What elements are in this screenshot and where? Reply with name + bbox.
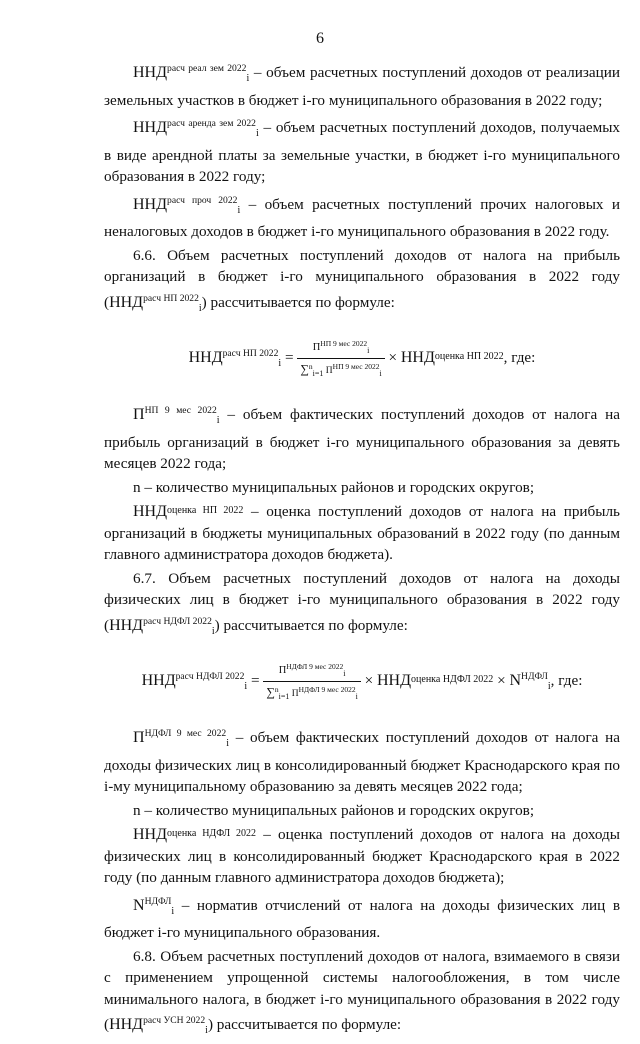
formula-lhs: $ННД^{расч НП 2022}_i$ — [188, 347, 282, 369]
formula-norm: $N^{НДФЛ}_i$ — [509, 670, 551, 692]
definition-other-income: $ННД^{расч проч 2022}_i$ – объем расчетных поступлений прочих налоговых и неналоговых доходов в бюджет i-го муниципального образования в 2022 году. — [104, 194, 620, 240]
symbol-p: $П^{НДФЛ 9 мес 2022}_i$ — [133, 728, 229, 749]
symbol-p: $П^{НП 9 мес 2022}_i$ — [133, 405, 220, 426]
formula-rhs: ННДоценка НП 2022 — [400, 348, 504, 366]
symbol-nnd: $ННД^{расч НДФЛ 2022}_i$ — [109, 615, 215, 637]
symbol-nnd: $ННД^{расч проч 2022}_i$ — [133, 194, 241, 216]
fraction-denominator: ∑$^n_{i=1}$ $П^{НДФЛ 9 мес 2022}_i$ — [266, 685, 358, 701]
formula-fraction — [263, 660, 360, 703]
definition-profit-estimate: ННДоценка НП 2022 – оценка поступлений доходов от налога на прибыль организаций в бюджеты муниципальных образований в 2022 году (по данным главного администратора доходов бюджета). — [104, 503, 620, 563]
symbol-n: $N^{НДФЛ}_i$ — [133, 895, 175, 917]
formula-middle: ННДоценка НДФЛ 2022 — [377, 671, 494, 689]
document-body — [104, 58, 620, 1044]
definition-land-rent: $ННД^{расч аренда зем 2022}_i$ – объем расчетных поступлений доходов, получаемых в виде арендной платы за земельные участки, в бюджет i-го муниципального образования в 2022 году; — [104, 118, 620, 185]
page-number: 6 — [316, 30, 324, 47]
formula-where: , где: — [503, 348, 536, 366]
symbol-nnd: $ННД^{расч НП 2022}_i$ — [109, 292, 202, 314]
symbol-nnd: ННДоценка НДФЛ 2022 — [133, 826, 257, 843]
definition-ndfl-estimate: ННДоценка НДФЛ 2022 – оценка поступлений доходов от налога на доходы физических лиц в консолидированный бюджет Краснодарского края в 2022 году (по данным главного администратора доходов бюджета); — [104, 826, 620, 886]
symbol-nnd: $ННД^{расч реал зем 2022}_i$ — [133, 63, 250, 84]
definition-n: n – количество муниципальных районов и городских округов; — [133, 801, 535, 819]
definition-profit-actual: $П^{НП 9 мес 2022}_i$ – объем фактических поступлений доходов от налога на прибыль организаций в бюджет i-го муниципального образования за девять месяцев 2022 года; — [104, 405, 620, 472]
symbol-nnd: $ННД^{расч аренда зем 2022}_i$ — [133, 118, 259, 139]
section-6-7: 6.7. Объем расчетных поступлений доходов от налога на доходы физических лиц в бюджет i-го муниципального образования в 2022 году $(ННД^{расч НДФЛ 2022}_i)$ рассчитывается по формуле: — [104, 569, 620, 637]
definition-n: n – количество муниципальных районов и городских округов; — [133, 478, 535, 496]
fraction-denominator: ∑$^n_{i=1}$ $П^{НП 9 мес 2022}_i$ — [300, 362, 382, 378]
multiply-sign: × — [364, 671, 374, 689]
equals-sign: = — [250, 671, 260, 689]
section-6-6: 6.6. Объем расчетных поступлений доходов от налога на прибыль организаций в бюджет i-го муниципального образования в 2022 году $(ННД^{расч НП 2022}_i)$ рассчитывается по формуле: — [104, 246, 620, 314]
equals-sign: = — [284, 348, 294, 366]
formula-lhs: $ННД^{расч НДФЛ 2022}_i$ — [141, 670, 248, 692]
section-6-8: 6.8. Объем расчетных поступлений доходов от налога, взимаемого в связи с применением упрощенной системы налогообложения, в том числе минимального налога, в бюджет i-го муниципального образования в 2022 году $(ННД^{расч УСН 2022}_i)$ рассчитывается по формуле: — [104, 947, 620, 1036]
fraction-numerator: $П^{НП 9 мес 2022}_i$ — [297, 337, 384, 359]
formula-fraction — [297, 337, 384, 380]
definition-ndfl-norm: $N^{НДФЛ}_i$ – норматив отчислений от налога на доходы физических лиц в бюджет i-го муниципального образования. — [104, 895, 620, 941]
definition-land-sale: $ННД^{расч реал зем 2022}_i$ – объем расчетных поступлений доходов от реализации земельных участков в бюджет i-го муниципального образования в 2022 году; — [104, 63, 620, 109]
multiply-sign: × — [497, 671, 506, 689]
formula-where: , где: — [550, 671, 583, 689]
definition-ndfl-actual: $П^{НДФЛ 9 мес 2022}_i$ – объем фактических поступлений доходов от налога на доходы физических лиц в консолидированный бюджет Краснодарского края по i-му муниципальному образованию за девять месяцев 2022 года; — [104, 728, 621, 795]
symbol-nnd: ННДоценка НП 2022 — [133, 503, 244, 520]
formula-ndfl — [104, 660, 620, 703]
fraction-numerator: $П^{НДФЛ 9 мес 2022}_i$ — [263, 660, 360, 682]
symbol-nnd: $ННД^{расч УСН 2022}_i$ — [109, 1015, 208, 1036]
multiply-sign: × — [388, 348, 398, 366]
formula-profit-tax — [104, 337, 620, 380]
